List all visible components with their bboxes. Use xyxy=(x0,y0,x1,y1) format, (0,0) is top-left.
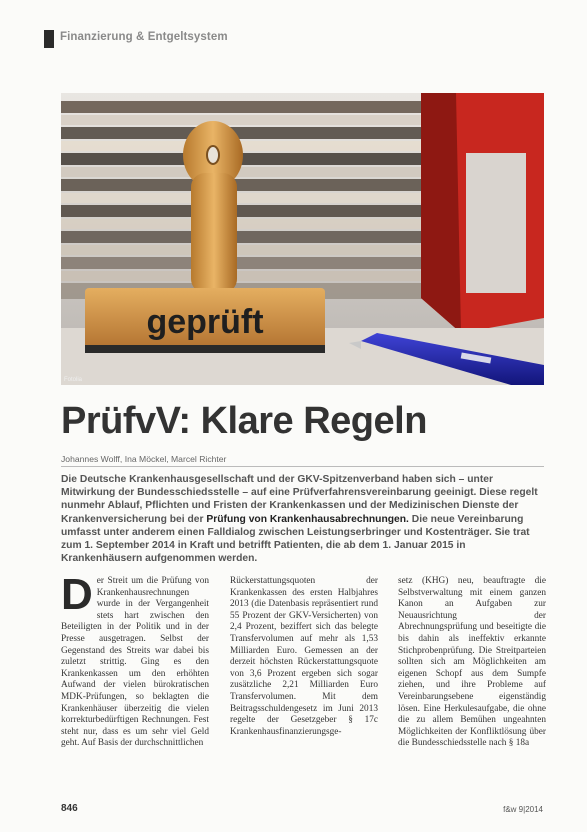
stamp-text: geprüft xyxy=(146,303,264,341)
body-column-1 xyxy=(61,570,209,750)
body-column-3: setz (KHG) neu, beauftragte die Selbstverwaltung mit einem ganzen Kanon an Aufgaben zur Neuausrichtung der Abrechnungsprüfung und beseitigte die bis dahin als ineffektiv erkannte Stichprobenprüfung. Die Streitparteien sollten sich am Möglichkeiten am eigenen Schopf aus dem Sumpfe ziehen, und ihre Probleme auf Vereinbarungsebene eigenständig lösen. Eine Herkulesaufgabe, die ohne die zu allem Bemühen ungeahnten Möglichkeiten der Konfliktlösung über die Bundesschiedsstelle nach § 18a xyxy=(398,576,546,749)
photo-credit: Fotolia xyxy=(64,377,83,383)
article-authors: Johannes Wolff, Ina Möckel, Marcel Richter xyxy=(61,454,227,464)
lead-text: Die Deutsche Krankenhausgesellschaft und der GKV-Spitzenverband haben sich – unter Mitwirkung der Bundesschiedsstelle – auf eine Prüfverfahrensvereinbarung geeinigt. Diese regelt nunmehr Ablauf, Pflichten und Fristen der Krankenkassen und der Medizinischen Dienste der Krankenversicherung bei der xyxy=(61,474,538,525)
divider xyxy=(61,466,544,467)
lead-text-end: Die neue Vereinbarung umfasst unter anderem einen Falldialog zwischen Leistungserbringer und Kostenträger. Sie trat zum 1. September 2014 in Kraft und betrifft Patienten, die ab dem 1. Januar 2015 in Krankenhäusern aufgenommen werden. xyxy=(61,513,530,565)
section-marker xyxy=(44,30,54,48)
section-label: Finanzierung & Entgeltsystem xyxy=(60,31,228,43)
journal-name: f&w 9|2014 xyxy=(503,805,543,814)
page-number: 846 xyxy=(61,803,78,814)
stamp-photo-illustration xyxy=(61,93,544,385)
lead-highlight: Prüfung von Krankenhausabrechnungen. xyxy=(206,513,409,525)
dropcap: D xyxy=(61,570,93,619)
article-photo xyxy=(61,93,544,385)
body-text-1: er Streit um die Prüfung von Krankenhausrechnungen wurde in der Vergangenheit stets hart zwischen den Beteiligten in der Politik und in der Presse ausgetragen. Selbst der Gegenstand des Streits war dabei bis zuletzt strittig. Ging es den Krankenkassen um den erhöhten Aufwand der vielen bürokratischen MDK-Prüfungen, so beklagten die Krankenhäuser überzeitig die vielen korrekturbedürftigen Rechnungen. Fest steht nur, dass es um sehr viel Geld geht. Auf Basis der durchschnittlichen xyxy=(61,576,209,749)
article-lead xyxy=(61,473,544,565)
red-binder xyxy=(421,93,544,333)
article-title: PrüfvV: Klare Regeln xyxy=(61,400,427,442)
body-column-2: Rückerstattungsquoten der Krankenkassen des ersten Halbjahres 2013 (die Datenbasis repräsentiert rund 55 Prozent der GKV-Versicherten) von 2,4 Prozent, beziffert sich das belegte Transfervolumen auf mehr als 1,53 Milliarden Euro. Gemessen an der derzeit höchsten Rückerstattungsquote von 3,6 Prozent ergeben sich sogar zusätzliche 2,21 Milliarden Euro Transfervolumen. Mit dem Beitragsschuldengesetz im Juni 2013 regelte der Gesetzgeber § 17c Krankenhausfinanzierungsge- xyxy=(230,576,378,737)
